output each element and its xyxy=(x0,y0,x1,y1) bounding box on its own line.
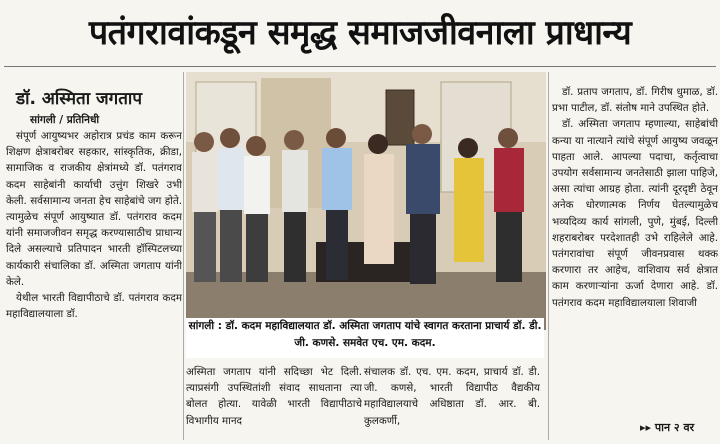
continued-on-page xyxy=(640,420,694,435)
right-paragraph-1: डॉ. प्रताप जगताप, डॉ. गिरीष धुमाळ, डॉ. प्रभा पाटील, डॉ. संतोष माने उपस्थित होते. xyxy=(552,86,718,115)
column-divider-right xyxy=(548,72,549,440)
dateline: सांगली / प्रतिनिधी xyxy=(30,114,100,126)
left-paragraph-1: संपूर्ण आयुष्यभर अहोरात्र प्रचंड काम करून शिक्षण क्षेत्राबरोबर सहकार, सांस्कृतिक, क्रीडा, सामाजिक व राजकीय क्षेत्रांमध्ये डॉ. पतंगराव कदम साहेबांनी कार्याची उत्तुंग शिखरे उभी केली. सर्वसामान्य जनता हेच साहेबांचे जग होते. त्यामुळेच संपूर्ण आयुष्यात डॉ. पतंगराव कदम यांनी समाजजीवन समृद्ध करण्यासाठीच प्राधान्य दिले असल्याचे प्रतिपादन भारती हॉस्पिटलच्या कार्यकारी संचालिका डॉ. अस्मिता जगताप यांनी केले. xyxy=(6,130,182,288)
right-paragraph-2: डॉ. अस्मिता जगताप म्हणाल्या, साहेबांची कन्या या नात्याने त्यांचे संपूर्ण आयुष्य जवळून पाहता आले. आपल्या पदाचा, कर्तृत्वाचा उपयोग सर्वसामान्य जनतेसाठी झाला पाहिजे, असा त्यांचा आग्रह होता. त्यांनी दूरदृष्टी ठेवून अनेक धोरणात्मक निर्णय घेतल्यामुळेच भव्यदिव्य कार्य सांगली, पुणे, मुंबई, दिल्ली शहराबरोबर परदेशातही उभे राहिलेले आहे. पतंगरावांचा संपूर्ण जीवनप्रवास थक्क करणारा तर आहेच, वाशिवाय सर्व क्षेत्रात काम करणाऱ्यांना ऊर्जा देणारा आहे. डॉ. पतंगराव कदम महाविद्यालयाला शिवाजी xyxy=(552,118,718,309)
event-photo xyxy=(186,72,546,330)
byline: डॉ. अस्मिता जगताप xyxy=(16,89,142,109)
column-divider-left xyxy=(183,72,184,440)
photo-caption: सांगली : डॉ. कदम महाविद्यालयात डॉ. अस्मिता जगताप यांचे स्वागत करताना प्राचार्य डॉ. डी. जी. कणसे. समवेत एच. एम. कदम. xyxy=(186,318,544,358)
right-column xyxy=(552,84,718,414)
center-column-a: अस्मिता जगताप यांनी सदिच्छा भेट दिली. त्याप्रसंगी उपस्थितांशी संवाद साधताना त्या बोलत होत्या. यावेळी भारती विद्यापीठाचे विभागीय मानद xyxy=(186,366,362,427)
headline-rule xyxy=(4,66,716,67)
event-photo-illustration xyxy=(186,72,546,330)
left-column xyxy=(6,128,182,438)
continue-arrow-icon: ▸▸ xyxy=(640,421,655,434)
center-column-b: संचालक डॉ. एच. एम. कदम, प्राचार्य डॉ. डी. जी. कणसे, भारती विद्यापीठ वैद्यकीय महाविद्यालयाचे अधिष्ठाता डॉ. आर. बी. कुलकर्णी, xyxy=(364,366,540,427)
headline: पतंगरावांकडून समृद्ध समाजजीवनाला प्राधान्य xyxy=(88,13,632,53)
left-paragraph-2: येथील भारती विद्यापीठाचे डॉ. पतंगराव कदम महाविद्यालयाला डॉ. xyxy=(6,292,182,321)
continued-label: पान २ वर xyxy=(654,421,695,434)
